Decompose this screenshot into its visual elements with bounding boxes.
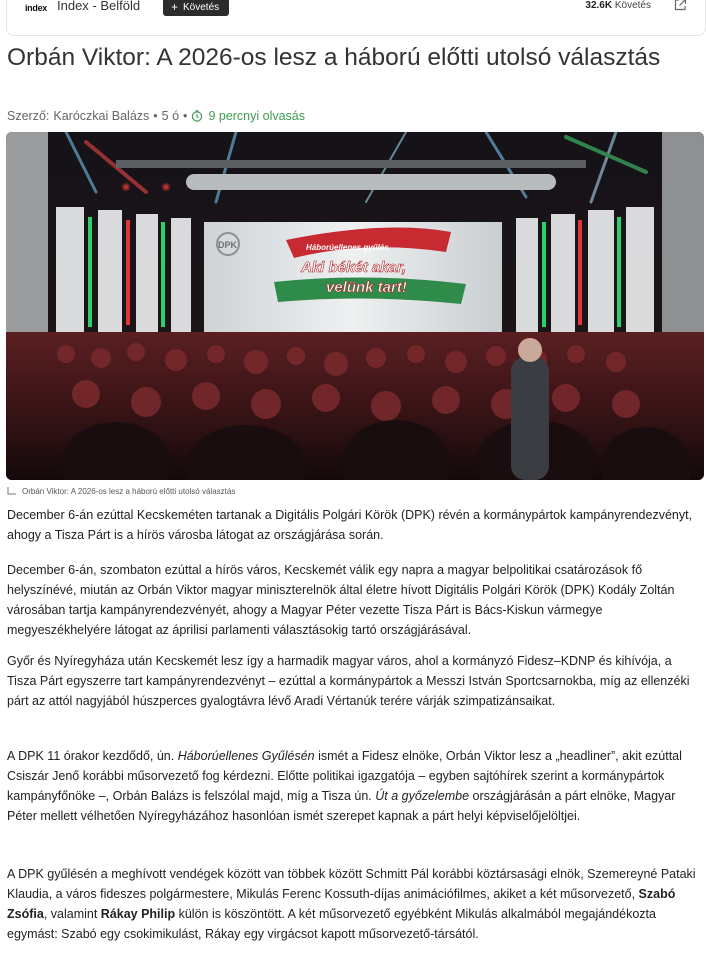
p4-host-1: Szabó Zsófia	[7, 887, 676, 921]
article-byline	[7, 109, 305, 123]
p4-text-1: A DPK gyűlésén a meghívott vendégek között van többek között Schmitt Pál korábbi köztársasági elnök, Szemereyné Pataki Klaudia, a város fideszes polgármestere, Mikulás Ferenc Kossuth-díjas animációfilmes, akiket a két műsorvezető,	[7, 867, 696, 901]
article-title: Orbán Viktor: A 2026-os lesz a háború előtti utolsó választás	[7, 44, 661, 71]
p3-text-1: A DPK 11 órakor kezdődő, ún.	[7, 749, 178, 763]
caption-text: Orbán Viktor: A 2026-os lesz a háború előtti utolsó választás	[22, 487, 236, 496]
lead-paragraph: December 6-án ezúttal Kecskeméten tartanak a Digitális Polgári Körök (DPK) révén a kormánypártok kampányrendezvényt, ahogy a Tisza Párt is a hírös városba látogat az országjárása során.	[7, 508, 693, 542]
separator-dot: •	[153, 109, 158, 123]
image-caption	[7, 487, 235, 496]
body-paragraph-2: Győr és Nyíregyháza után Kecskemét lesz így a harmadik magyar város, ahol a kormányzó Fidesz–KDNP és kihívója, a Tisza Párt egyszerre tart kampányrendezvényt – ezúttal a kormánypártok a Messzi István Sportcsarnokba, míg az ellenzéki párt az attól nagyjából húszperces gyalogtávra lévő Aradi Vértanúk terére várják szimpatizánsaikat.	[7, 654, 690, 708]
author-name[interactable]: Karóczkai Balázs	[53, 109, 150, 123]
p3-text-3: országjárásán a párt elnöke, Magyar Péter mellett vélhetően Nyíregyházához hasonlóan ismét szerepet kapnak a párt helyi képviselőjelöltjei.	[7, 789, 676, 823]
p3-event-name: Háborúellenes Gyűlésén	[177, 749, 315, 763]
source-name-link[interactable]: Index - Belföld	[57, 0, 141, 13]
p3-tour-name: Út a győzelembe	[375, 789, 470, 803]
article-age: 5 ó	[161, 109, 180, 123]
plus-icon: +	[171, 0, 179, 14]
read-time-label: 9 percnyi olvasás	[208, 109, 306, 123]
p4-text-2: , valamint	[43, 907, 101, 921]
followers-number: 32.6K	[585, 0, 613, 11]
corner-arrow-icon	[7, 487, 17, 496]
separator-dot: •	[183, 109, 188, 123]
body-paragraph-3	[7, 746, 697, 826]
follow-button[interactable]	[163, 0, 229, 16]
followers-label: Követés	[614, 0, 651, 11]
source-header-bar	[6, 0, 706, 36]
body-paragraph-4	[7, 864, 697, 944]
read-time	[191, 109, 305, 123]
dpk-logo-text: DPK	[218, 240, 238, 250]
followers-count	[585, 0, 651, 11]
hero-image[interactable]	[6, 132, 704, 480]
banner-top-text: Háborúellenes gyűlés	[306, 243, 389, 252]
body-paragraph-1: December 6-án, szombaton ezúttal a hírös város, Kecskemét válik egy napra a magyar belpolitikai csatározások fő helyszínévé, miután az Orbán Viktor magyar miniszterelnök által életre hívott Digitális Polgári Körök (DPK) Kodály Zoltán városában tartja kampányrendezvényét, ahogy a Magyar Péter vezette Tisza Párt is Bács-Kiskun vármegye megyeszékhelyére látogat az áprilisi parlamenti választásokig tartó országjárásával.	[7, 563, 675, 637]
clock-icon	[191, 110, 203, 122]
banner-slogan-2: velünk tart!	[326, 279, 407, 296]
author-prefix: Szerző:	[7, 109, 50, 123]
external-link-icon[interactable]	[673, 0, 687, 12]
logo-text: index	[24, 3, 47, 13]
p3-text-2: ismét a Fidesz elnöke, Orbán Viktor lesz a „headliner”, akit ezúttal Csiszár Jenő korábbi műsorvezető fog kérdezni. Előtte politikai igazgatója – egyben sajtóhírek szerint a kormánypártok kampányfőnöke –, Orbán Balázs is felszólal majd, míg a Tisza ún.	[7, 749, 682, 803]
follow-button-label: Követés	[183, 1, 220, 13]
banner-slogan-1: Aki békét akar,	[301, 259, 407, 276]
p4-text-3: külön is köszöntött. A két műsorvezető egyébként Mikulás alkalmából megajándékozta egymást: Szabó egy csokimikulást, Rákay egy virgácsot kapott műsorvezető-társától.	[7, 907, 656, 941]
index-logo[interactable]	[23, 1, 49, 15]
event-photo	[6, 132, 704, 480]
p4-host-2: Rákay Philip	[100, 907, 176, 921]
